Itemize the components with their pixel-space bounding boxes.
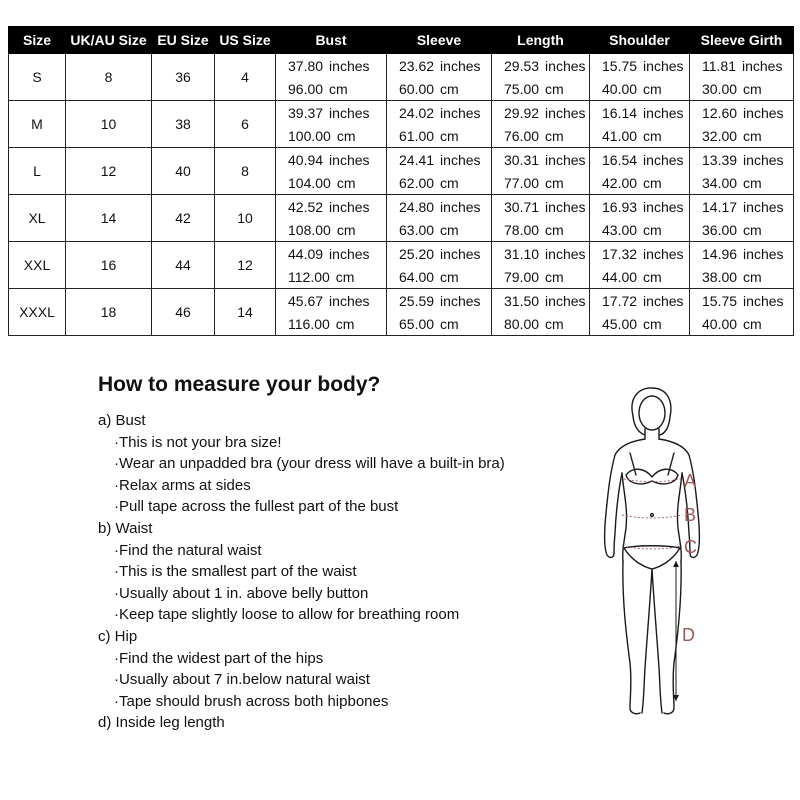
sleeve-cm-cell (387, 312, 492, 336)
uk-au-size-cell: 10 (66, 101, 152, 148)
measure-guide-list (98, 410, 505, 734)
size-cell: S (9, 54, 66, 101)
value: 12.60 (702, 104, 738, 121)
sleeve-girth-cm-cell (690, 124, 794, 148)
value: 44.09 (288, 245, 324, 262)
eu-size-cell: 44 (152, 242, 215, 289)
unit: inches (643, 151, 684, 168)
value: 112.00 (288, 268, 330, 285)
value: 40.00 (602, 80, 638, 97)
unit: inches (329, 104, 370, 121)
sleeve-girth-cm-cell (690, 218, 794, 242)
length-inches-cell (492, 289, 590, 313)
length-cm-cell (492, 312, 590, 336)
guide-section-heading: c) Hip (98, 627, 138, 645)
uk-au-size-cell: 14 (66, 195, 152, 242)
guide-tip: ·Pull tape across the fullest part of the bust (114, 498, 399, 516)
unit: cm (743, 268, 762, 285)
value: 42.00 (602, 174, 638, 191)
sleeve-cm-cell (387, 77, 492, 101)
shoulder-inches-cell (590, 195, 690, 219)
sleeve-girth-inches-cell (690, 101, 794, 125)
sleeve-inches-cell (387, 101, 492, 125)
length-cm-cell (492, 124, 590, 148)
guide-tip: ·Find the natural waist (114, 541, 262, 559)
value: 30.00 (702, 80, 738, 97)
value: 62.00 (399, 174, 435, 191)
bust-inches-cell (276, 195, 387, 219)
value: 75.00 (504, 80, 540, 97)
eu-size-cell: 36 (152, 54, 215, 101)
value: 14.17 (702, 198, 738, 215)
column-header: Shoulder (590, 27, 690, 54)
value: 16.93 (602, 198, 638, 215)
length-inches-cell (492, 101, 590, 125)
us-size-cell: 6 (215, 101, 276, 148)
value: 96.00 (288, 80, 324, 97)
value: 25.59 (399, 292, 435, 309)
value: 41.00 (602, 127, 638, 144)
size-cell: M (9, 101, 66, 148)
value: 40.00 (702, 315, 738, 332)
unit: inches (329, 151, 370, 168)
uk-au-size-cell: 16 (66, 242, 152, 289)
value: 37.80 (288, 57, 324, 74)
sleeve-inches-cell (387, 289, 492, 313)
unit: inches (743, 292, 784, 309)
bust-cm-cell (276, 312, 387, 336)
shoulder-inches-cell (590, 289, 690, 313)
unit: inches (743, 104, 784, 121)
bust-inches-cell (276, 54, 387, 78)
guide-tip: ·Keep tape slightly loose to allow for breathing room (114, 606, 460, 624)
size-cell: XXL (9, 242, 66, 289)
unit: inches (643, 198, 684, 215)
length-inches-cell (492, 195, 590, 219)
unit: inches (329, 57, 370, 74)
unit: inches (643, 292, 684, 309)
bust-inches-cell (276, 101, 387, 125)
unit: inches (329, 292, 370, 309)
table-body (9, 54, 794, 336)
shoulder-inches-cell (590, 242, 690, 266)
value: 23.62 (399, 57, 435, 74)
sleeve-girth-cm-cell (690, 77, 794, 101)
unit: cm (440, 315, 459, 332)
unit: inches (643, 57, 684, 74)
shoulder-inches-cell (590, 101, 690, 125)
column-header: Sleeve (387, 27, 492, 54)
value: 77.00 (504, 174, 540, 191)
shoulder-cm-cell (590, 124, 690, 148)
sleeve-girth-cm-cell (690, 265, 794, 289)
eu-size-cell: 38 (152, 101, 215, 148)
value: 65.00 (399, 315, 435, 332)
unit: cm (643, 127, 662, 144)
sleeve-girth-cm-cell (690, 171, 794, 195)
sleeve-cm-cell (387, 265, 492, 289)
table-row (9, 54, 794, 78)
unit: inches (545, 57, 586, 74)
column-header: Size (9, 27, 66, 54)
value: 15.75 (702, 292, 738, 309)
unit: cm (440, 127, 459, 144)
unit: cm (643, 268, 662, 285)
table-row (9, 195, 794, 219)
guide-tip: ·Usually about 1 in. above belly button (114, 584, 369, 602)
eu-size-cell: 46 (152, 289, 215, 336)
value: 16.54 (602, 151, 638, 168)
value: 64.00 (399, 268, 435, 285)
value: 36.00 (702, 221, 738, 238)
table-row (9, 148, 794, 172)
unit: cm (545, 80, 564, 97)
label-a: A (684, 471, 697, 491)
shoulder-cm-cell (590, 265, 690, 289)
value: 34.00 (702, 174, 738, 191)
value: 11.81 (702, 57, 736, 74)
length-cm-cell (492, 171, 590, 195)
table-row (9, 289, 794, 313)
unit: inches (643, 245, 684, 262)
unit: cm (335, 315, 355, 332)
us-size-cell: 12 (215, 242, 276, 289)
sleeve-girth-inches-cell (690, 242, 794, 266)
sleeve-girth-cm-cell (690, 312, 794, 336)
value: 104.00 (288, 174, 331, 191)
unit: inches (440, 151, 481, 168)
label-b: B (684, 505, 697, 525)
guide-tip: ·Relax arms at sides (114, 476, 251, 494)
value: 60.00 (399, 80, 435, 97)
value: 45.67 (288, 292, 324, 309)
table-header-row (9, 27, 794, 54)
unit: cm (743, 174, 762, 191)
length-cm-cell (492, 265, 590, 289)
value: 44.00 (602, 268, 638, 285)
guide-tip: ·Find the widest part of the hips (114, 649, 324, 667)
unit: inches (545, 292, 586, 309)
value: 30.31 (504, 151, 540, 168)
value: 15.75 (602, 57, 638, 74)
value: 25.20 (399, 245, 435, 262)
bust-cm-cell (276, 218, 387, 242)
body-measurement-figure (590, 383, 715, 728)
label-d: D (682, 625, 695, 645)
uk-au-size-cell: 18 (66, 289, 152, 336)
unit: inches (545, 151, 586, 168)
value: 24.41 (399, 151, 435, 168)
unit: cm (643, 174, 662, 191)
column-header: Length (492, 27, 590, 54)
unit: cm (440, 221, 459, 238)
value: 100.00 (288, 127, 331, 144)
unit: inches (440, 198, 481, 215)
unit: cm (336, 174, 356, 191)
unit: inches (743, 245, 784, 262)
shoulder-cm-cell (590, 218, 690, 242)
bust-cm-cell (276, 265, 387, 289)
unit: inches (329, 198, 370, 215)
size-cell: XXXL (9, 289, 66, 336)
size-chart-table (8, 26, 794, 336)
bust-cm-cell (276, 77, 387, 101)
value: 61.00 (399, 127, 435, 144)
guide-section-heading: a) Bust (98, 412, 146, 429)
value: 39.37 (288, 104, 324, 121)
value: 40.94 (288, 151, 324, 168)
bust-inches-cell (276, 289, 387, 313)
sleeve-girth-inches-cell (690, 195, 794, 219)
unit: inches (743, 198, 784, 215)
bust-cm-cell (276, 171, 387, 195)
length-inches-cell (492, 148, 590, 172)
eu-size-cell: 42 (152, 195, 215, 242)
unit: cm (743, 127, 762, 144)
guide-title: How to measure your body? (98, 373, 381, 396)
unit: cm (336, 127, 356, 144)
us-size-cell: 10 (215, 195, 276, 242)
unit: cm (743, 315, 762, 332)
unit: inches (329, 245, 370, 262)
guide-section-heading: b) Waist (98, 519, 153, 537)
bust-cm-cell (276, 124, 387, 148)
value: 30.71 (504, 198, 540, 215)
size-cell: L (9, 148, 66, 195)
unit: inches (440, 104, 481, 121)
shoulder-inches-cell (590, 148, 690, 172)
unit: cm (335, 268, 355, 285)
us-size-cell: 8 (215, 148, 276, 195)
unit: cm (643, 221, 662, 238)
unit: cm (643, 80, 662, 97)
unit: inches (643, 104, 684, 121)
value: 31.50 (504, 292, 540, 309)
value: 32.00 (702, 127, 738, 144)
value: 63.00 (399, 221, 435, 238)
shoulder-cm-cell (590, 77, 690, 101)
value: 29.53 (504, 57, 540, 74)
value: 42.52 (288, 198, 324, 215)
value: 38.00 (702, 268, 738, 285)
eu-size-cell: 40 (152, 148, 215, 195)
unit: cm (545, 221, 564, 238)
woman-outline-illustration (590, 383, 715, 728)
value: 45.00 (602, 315, 638, 332)
sleeve-inches-cell (387, 54, 492, 78)
guide-tip: ·Usually about 7 in.below natural waist (114, 671, 370, 689)
length-inches-cell (492, 242, 590, 266)
value: 108.00 (288, 221, 331, 238)
bust-inches-cell (276, 242, 387, 266)
unit: cm (329, 80, 348, 97)
unit: inches (440, 57, 481, 74)
guide-tip: ·Wear an unpadded bra (your dress will have a built-in bra) (114, 455, 505, 473)
value: 78.00 (504, 221, 540, 238)
unit: inches (545, 245, 586, 262)
sleeve-inches-cell (387, 195, 492, 219)
value: 16.14 (602, 104, 638, 121)
unit: cm (545, 127, 564, 144)
unit: cm (643, 315, 662, 332)
unit: inches (742, 57, 783, 74)
table-row (9, 242, 794, 266)
column-header: Bust (276, 27, 387, 54)
value: 29.92 (504, 104, 540, 121)
unit: cm (336, 221, 356, 238)
sleeve-girth-inches-cell (690, 54, 794, 78)
unit: cm (743, 221, 762, 238)
unit: inches (440, 245, 481, 262)
uk-au-size-cell: 12 (66, 148, 152, 195)
sleeve-inches-cell (387, 148, 492, 172)
shoulder-inches-cell (590, 54, 690, 78)
column-header: EU Size (152, 27, 215, 54)
value: 31.10 (504, 245, 540, 262)
unit: inches (743, 151, 784, 168)
us-size-cell: 14 (215, 289, 276, 336)
bust-inches-cell (276, 148, 387, 172)
sleeve-girth-inches-cell (690, 148, 794, 172)
unit: cm (545, 315, 564, 332)
value: 13.39 (702, 151, 738, 168)
value: 79.00 (504, 268, 540, 285)
table-row (9, 101, 794, 125)
shoulder-cm-cell (590, 312, 690, 336)
sleeve-girth-inches-cell (690, 289, 794, 313)
us-size-cell: 4 (215, 54, 276, 101)
guide-tip: ·This is not your bra size! (114, 433, 282, 451)
unit: cm (545, 268, 564, 285)
column-header: UK/AU Size (66, 27, 152, 54)
column-header: Sleeve Girth (690, 27, 794, 54)
unit: inches (545, 104, 586, 121)
value: 24.80 (399, 198, 435, 215)
value: 24.02 (399, 104, 435, 121)
length-cm-cell (492, 77, 590, 101)
value: 17.72 (602, 292, 638, 309)
length-inches-cell (492, 54, 590, 78)
unit: cm (743, 80, 762, 97)
unit: cm (545, 174, 564, 191)
sleeve-cm-cell (387, 171, 492, 195)
guide-tip: ·Tape should brush across both hipbones (114, 692, 389, 710)
label-c: C (684, 537, 697, 557)
value: 80.00 (504, 315, 540, 332)
sleeve-cm-cell (387, 124, 492, 148)
value: 43.00 (602, 221, 638, 238)
value: 76.00 (504, 127, 540, 144)
shoulder-cm-cell (590, 171, 690, 195)
unit: cm (440, 174, 459, 191)
guide-tip: ·This is the smallest part of the waist (114, 563, 357, 581)
value: 14.96 (702, 245, 738, 262)
column-header: US Size (215, 27, 276, 54)
unit: inches (545, 198, 586, 215)
unit: cm (440, 80, 459, 97)
sleeve-inches-cell (387, 242, 492, 266)
guide-section-heading: d) Inside leg length (98, 714, 225, 732)
sleeve-cm-cell (387, 218, 492, 242)
unit: inches (440, 292, 481, 309)
value: 116.00 (288, 315, 330, 332)
uk-au-size-cell: 8 (66, 54, 152, 101)
value: 17.32 (602, 245, 638, 262)
length-cm-cell (492, 218, 590, 242)
unit: cm (440, 268, 459, 285)
size-cell: XL (9, 195, 66, 242)
